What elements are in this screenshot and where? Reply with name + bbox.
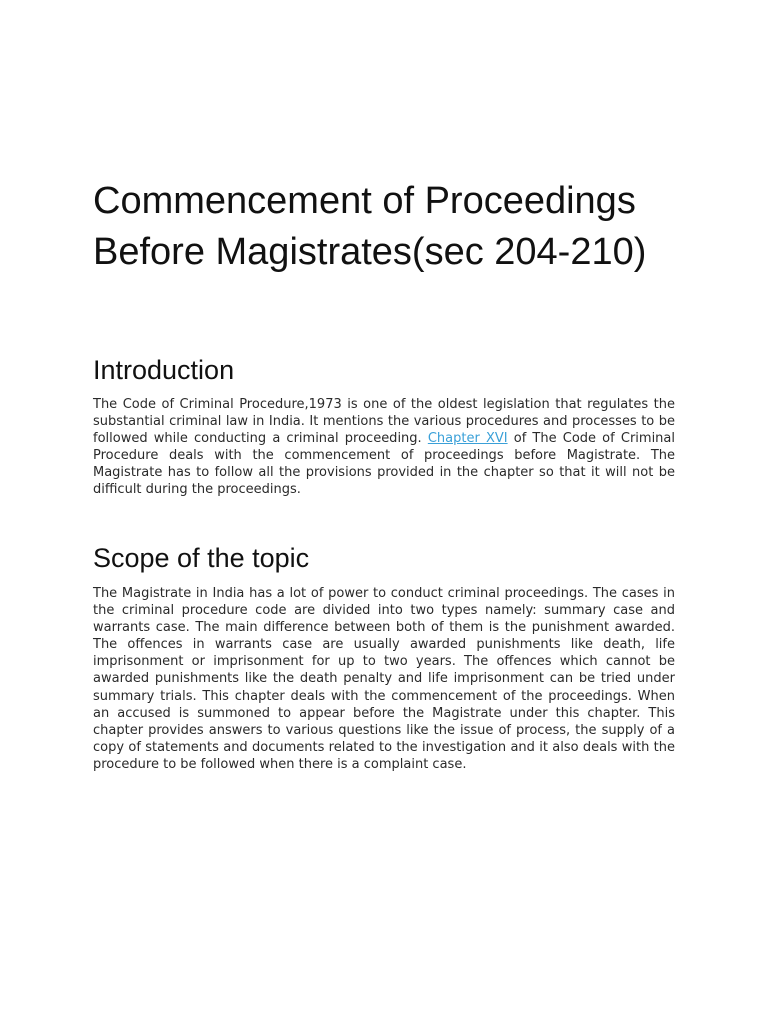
section-heading-introduction: Introduction bbox=[93, 355, 235, 385]
section-heading-scope: Scope of the topic bbox=[93, 543, 310, 573]
document-title: Commencement of Proceedings Before Magistrates(sec 204-210) bbox=[93, 180, 647, 273]
scope-paragraph: The Magistrate in India has a lot of power to conduct criminal proceedings. The cases in the criminal procedure code are divided into two types namely: summary case and warrants case. The main difference between both of them is the punishment awarded. The offences in warrants case are usually awarded punishments like death, life imprisonment or imprisonment for up to two years. The offences which cannot be awarded punishments like the death penalty and life imprisonment can be tried under summary trials. This chapter deals with the commencement of the proceedings. When an accused is summoned to appear before the Magistrate under this chapter. This chapter provides answers to various questions like the issue of process, the supply of a copy of statements and documents related to the investigation and it also deals with the procedure to be followed when there is a complaint case. bbox=[93, 586, 675, 772]
chapter-xvi-link[interactable]: Chapter XVI bbox=[427, 431, 508, 447]
introduction-paragraph bbox=[93, 396, 675, 499]
introduction-text-after-link: of The Code of Criminal Procedure deals with the commencement of proceedings before Magistrate. The Magistrate has to follow all the provisions provided in the chapter so that it will not be difficult during the proceedings. bbox=[93, 431, 675, 498]
introduction-text-before-link: The Code of Criminal Procedure,1973 is one of the oldest legislation that regulates the substantial criminal law in India. It mentions the various procedures and processes to be followed while conducting a criminal proceeding. bbox=[93, 397, 675, 447]
